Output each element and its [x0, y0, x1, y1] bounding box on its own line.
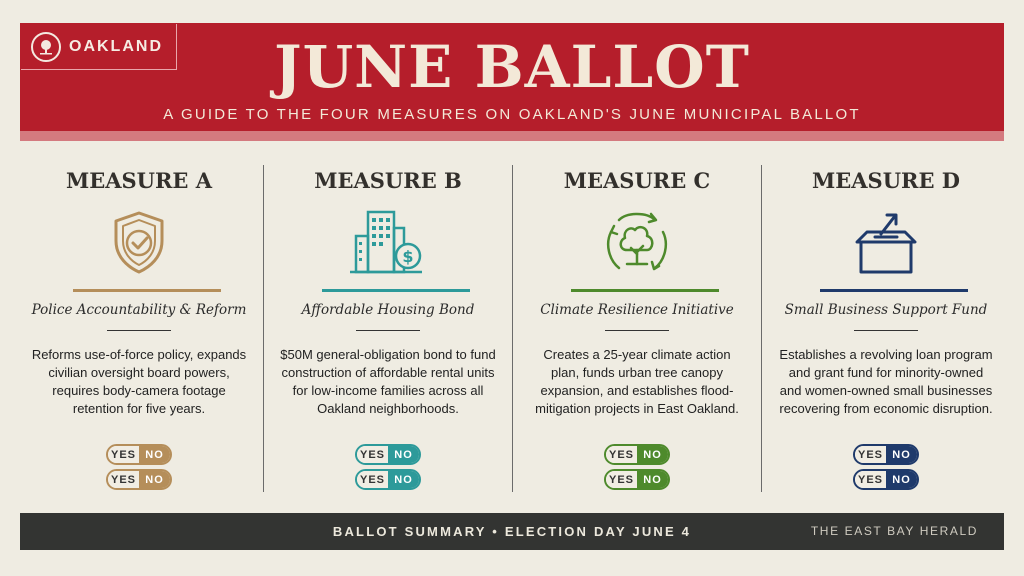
no-option[interactable]: NO [886, 471, 917, 488]
thin-rule [854, 330, 918, 331]
measure-title: MEASURE C [563, 168, 711, 193]
svg-text:$: $ [402, 247, 414, 266]
no-option[interactable]: NO [637, 446, 668, 463]
vote-toggle[interactable] [355, 469, 421, 490]
vote-toggle[interactable] [853, 444, 919, 465]
measure-title: MEASURE B [314, 168, 462, 193]
yes-option[interactable]: YES [108, 471, 139, 488]
vote-toggle[interactable] [106, 444, 172, 465]
no-option[interactable]: NO [388, 471, 419, 488]
housing-building-dollar-icon [348, 206, 428, 278]
no-option[interactable]: NO [886, 446, 917, 463]
no-option[interactable]: NO [388, 446, 419, 463]
vote-options [762, 444, 1010, 494]
measure-card-b [264, 158, 512, 498]
logo-text: OAKLAND [69, 37, 163, 55]
measure-description: Establishes a revolving loan program and grant fund for minority-owned and women-owned small businesses recovering from economic disruption. [779, 347, 993, 416]
ballot-box-icon [851, 206, 921, 278]
thin-rule [605, 330, 669, 331]
footer-summary: BALLOT SUMMARY • ELECTION DAY JUNE 4 [332, 524, 692, 539]
vote-options [264, 444, 512, 494]
police-badge-check-icon [104, 207, 174, 277]
vote-toggle[interactable] [604, 444, 670, 465]
vote-options [15, 444, 263, 494]
measure-card-d [762, 158, 1010, 498]
footer-source: THE EAST BAY HERALD [810, 524, 978, 538]
yes-option[interactable]: YES [357, 471, 388, 488]
measure-name: Small Business Support Fund [784, 302, 988, 318]
measure-card-a [15, 158, 263, 498]
vote-options [513, 444, 761, 494]
banner-stripe [20, 131, 1004, 141]
accent-rule [820, 289, 968, 292]
measure-card-c [513, 158, 761, 498]
page-title: JUNE BALLOT [274, 33, 750, 101]
measure-title: MEASURE D [811, 168, 960, 193]
tree-recycle-icon [599, 206, 675, 278]
yes-option[interactable]: YES [606, 471, 637, 488]
measure-name: Police Accountability & Reform [31, 302, 247, 318]
accent-rule [322, 289, 470, 292]
vote-toggle[interactable] [853, 469, 919, 490]
thin-rule [356, 330, 420, 331]
accent-rule [73, 289, 221, 292]
measure-description: Creates a 25-year climate action plan, funds urban tree canopy expansion, and establishes flood-mitigation projects in East Oakland. [535, 347, 739, 416]
measure-name: Climate Resilience Initiative [540, 302, 734, 318]
yes-option[interactable]: YES [855, 446, 886, 463]
vote-toggle[interactable] [106, 469, 172, 490]
accent-rule [571, 289, 719, 292]
vote-toggle[interactable] [604, 469, 670, 490]
no-option[interactable]: NO [139, 471, 170, 488]
page-subtitle: A GUIDE TO THE FOUR MEASURES ON OAKLAND'S JUNE MUNICIPAL BALLOT [163, 106, 861, 123]
yes-option[interactable]: YES [855, 471, 886, 488]
measure-description: $50M general-obligation bond to fund construction of affordable rental units for low-income families across all Oakland neighborhoods. [280, 347, 496, 416]
yes-option[interactable]: YES [606, 446, 637, 463]
yes-option[interactable]: YES [357, 446, 388, 463]
measure-description: Reforms use-of-force policy, expands civilian oversight board powers, requires body-camera footage retention for five years. [31, 347, 247, 416]
yes-option[interactable]: YES [108, 446, 139, 463]
vote-toggle[interactable] [355, 444, 421, 465]
no-option[interactable]: NO [637, 471, 668, 488]
thin-rule [107, 330, 171, 331]
measure-name: Affordable Housing Bond [301, 302, 475, 318]
no-option[interactable]: NO [139, 446, 170, 463]
measure-title: MEASURE A [65, 168, 213, 193]
